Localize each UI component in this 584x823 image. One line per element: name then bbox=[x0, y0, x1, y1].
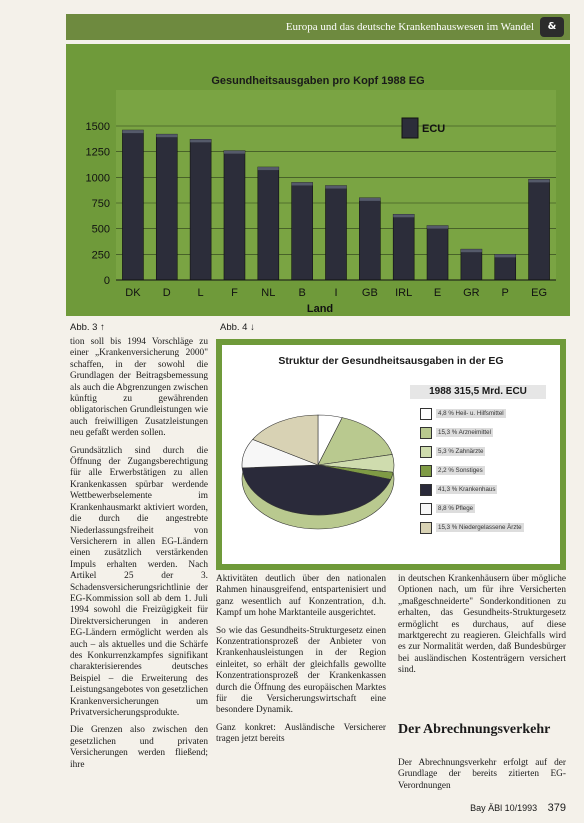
chart-title: Gesundheitsausgaben pro Kopf 1988 EG bbox=[211, 75, 425, 87]
legend-label: 8,8 % Pflege bbox=[438, 505, 474, 512]
column-3 bbox=[398, 574, 566, 683]
bar-top bbox=[122, 130, 143, 133]
legend-swatch bbox=[420, 427, 432, 439]
column-1 bbox=[70, 337, 208, 777]
y-tick-label: 1250 bbox=[85, 146, 110, 159]
paragraph: Aktivitäten deutlich über den nationalen Rahmen hinausgreifend, entspartenisiert und ganz wesentlich auf Konzentration, d.h. Kampf um hohe Marktanteile ausgerichtet. bbox=[216, 574, 386, 619]
paragraph: Ganz konkret: Ausländische Versicherer tragen jetzt bereits bbox=[216, 722, 386, 745]
header-logo: & bbox=[540, 17, 564, 37]
paragraph: So wie das Gesundheits-Strukturgesetz einen Konzentrationsprozeß der Anbieter von Krankenhausleistungen in der Region einleitet, so erhält der gleichfalls gewollte Konzentrationsprozeß der Krankenkassen durch die Öffnung des europäischen Marktes für die Versicherungswirtschaft eine besondere Dynamik. bbox=[216, 625, 386, 716]
legend-swatch bbox=[420, 503, 432, 515]
legend-label: ECU bbox=[422, 123, 446, 135]
paragraph: Der Abrechnungsverkehr erfolgt auf der Grundlage der bereits zitierten EG-Verordnungen bbox=[398, 758, 566, 791]
bar bbox=[393, 214, 414, 280]
legend-item bbox=[420, 426, 556, 439]
bar-top bbox=[292, 182, 313, 185]
bar bbox=[122, 130, 143, 280]
pie-title: Struktur der Gesundheitsausgaben in der EG bbox=[278, 355, 504, 367]
legend-swatch bbox=[402, 118, 418, 138]
bar bbox=[359, 198, 380, 280]
bar-top bbox=[529, 179, 550, 182]
legend-item bbox=[420, 502, 556, 515]
bar bbox=[156, 134, 177, 280]
x-tick-label: EG bbox=[531, 287, 548, 299]
y-tick-label: 250 bbox=[91, 249, 110, 262]
x-axis-label: Land bbox=[306, 303, 334, 315]
bar-top bbox=[495, 254, 516, 257]
y-tick-label: 750 bbox=[91, 198, 110, 210]
x-tick-label: E bbox=[433, 287, 442, 299]
x-tick-label: D bbox=[162, 287, 171, 299]
y-tick-label: 0 bbox=[103, 275, 110, 287]
bar bbox=[326, 186, 347, 280]
legend-label: 2,2 % Sonstiges bbox=[438, 467, 483, 474]
page-number: 379 bbox=[547, 802, 566, 814]
x-tick-label: GR bbox=[463, 287, 480, 299]
x-tick-label: P bbox=[501, 287, 509, 299]
bar bbox=[258, 167, 279, 280]
legend-swatch bbox=[420, 465, 432, 477]
caption-abb4: Abb. 4 ↓ bbox=[220, 322, 255, 333]
bar-top bbox=[359, 198, 380, 201]
section-heading: Der Abrechnungsverkehr bbox=[398, 722, 551, 737]
legend-label: 15,3 % Arzneimittel bbox=[438, 429, 491, 436]
y-tick-label: 500 bbox=[91, 223, 110, 236]
paragraph: Grundsätzlich sind durch die Öffnung der Zugangsberechtigung für alle Erwerbstätigen zu allen Krankenkassen spürbar werdende Wettbewerbselemente im Krankenhausmarkt aktiviert worden, die durch die angestrebte Niederlassungsfreiheit von Versicherern in allen EG-Ländern einen zusätzlich verstärkenden Impuls erhalten werden. Nach Artikel 25 der 3. Schadensversicherungsrichtlinie der EG-Kommission soll ab dem 1. Juli 1994 sowohl die Freizügigkeit für Direktversicherungen in anderen EG-Ländern ermöglicht werden als auch – als aktuelles und die Schärfe des Konkurrenzkampfes signifikant charakterisierendes deutsches Beispiel – die Erweiterung des Leistungsangebotes von gesetzlichen Krankenversicherungen um Privatversicherungsprodukte. bbox=[70, 445, 208, 718]
footer-source: Bay ÄBl 10/1993 bbox=[470, 803, 538, 813]
bar-top bbox=[224, 151, 245, 154]
bar-top bbox=[326, 186, 347, 189]
bar-top bbox=[258, 167, 279, 170]
legend-swatch bbox=[420, 408, 432, 420]
legend-item bbox=[420, 521, 556, 534]
page-footer bbox=[470, 802, 566, 814]
pie-chart-panel bbox=[222, 345, 560, 564]
legend-label: 15,3 % Niedergelassene Ärzte bbox=[438, 524, 522, 531]
x-tick-label: I bbox=[334, 287, 338, 299]
legend-swatch bbox=[420, 446, 432, 458]
bar bbox=[292, 182, 313, 280]
bar-chart bbox=[66, 44, 570, 316]
bar-top bbox=[156, 134, 177, 137]
legend-label: 4,8 % Heil- u. Hilfsmittel bbox=[438, 410, 504, 417]
running-header bbox=[66, 14, 570, 40]
x-tick-label: IRL bbox=[395, 287, 413, 299]
legend-item bbox=[420, 464, 556, 477]
paragraph: in deutschen Krankenhäusern über mögliche Optionen nach, um für ihre Versicherten „maßgeschneiderte" Sonderkonditionen zu erhalten, das Gesundheits-Strukturgesetz ermöglicht es durchaus, auf diese marktgerecht zu reagieren. Gleichfalls wird es zur Normalität werden, daß Bundesbürger bei ausländischen Kostenträgern versichert sind. bbox=[398, 574, 566, 676]
pie-svg bbox=[226, 367, 416, 567]
pie-legend bbox=[420, 407, 556, 540]
bar-top bbox=[427, 226, 448, 229]
legend-item bbox=[420, 445, 556, 458]
bar bbox=[529, 179, 550, 280]
legend-swatch bbox=[420, 522, 432, 534]
bar-top bbox=[190, 139, 211, 142]
x-tick-label: F bbox=[231, 287, 238, 299]
bar-top bbox=[461, 249, 482, 252]
x-tick-label: NL bbox=[261, 287, 276, 299]
bar-top bbox=[393, 214, 414, 217]
column-2 bbox=[216, 574, 386, 752]
bar bbox=[495, 254, 516, 280]
bar-chart-svg bbox=[66, 44, 570, 316]
column-3-continued bbox=[398, 758, 566, 798]
legend-swatch bbox=[420, 484, 432, 496]
paragraph: tion soll bis 1994 Vorschläge zu einer „Krankenversicherung 2000" schaffen, in der sowohl die Grundlagen der Beitragsbemessung als auch die Abgrenzungen zwischen künftig zu gewährenden obligatorischen Grundleistungen wie auch freiwilligen Zusatzleistungen neu gefaßt werden sollen. bbox=[70, 337, 208, 439]
bar bbox=[224, 151, 245, 280]
x-tick-label: L bbox=[197, 287, 204, 299]
pie-total: 1988 315,5 Mrd. ECU bbox=[410, 385, 546, 399]
x-tick-label: GB bbox=[361, 287, 378, 299]
legend-item bbox=[420, 407, 556, 420]
legend-item bbox=[420, 483, 556, 496]
x-tick-label: DK bbox=[125, 287, 141, 299]
bar bbox=[427, 226, 448, 280]
x-tick-label: B bbox=[298, 287, 306, 299]
legend-label: 41,3 % Krankenhaus bbox=[438, 486, 496, 493]
bar bbox=[461, 249, 482, 280]
y-tick-label: 1500 bbox=[85, 121, 110, 133]
pie-chart bbox=[216, 339, 566, 570]
bar bbox=[190, 139, 211, 280]
caption-abb3: Abb. 3 ↑ bbox=[70, 322, 105, 333]
header-title: Europa und das deutsche Krankenhauswesen im Wandel bbox=[285, 21, 534, 33]
paragraph: Die Grenzen also zwischen den gesetzlichen und privaten Versicherungen werden fließend; ihre bbox=[70, 725, 208, 770]
y-tick-label: 1000 bbox=[85, 172, 110, 185]
legend-label: 5,3 % Zahnärzte bbox=[438, 448, 484, 455]
